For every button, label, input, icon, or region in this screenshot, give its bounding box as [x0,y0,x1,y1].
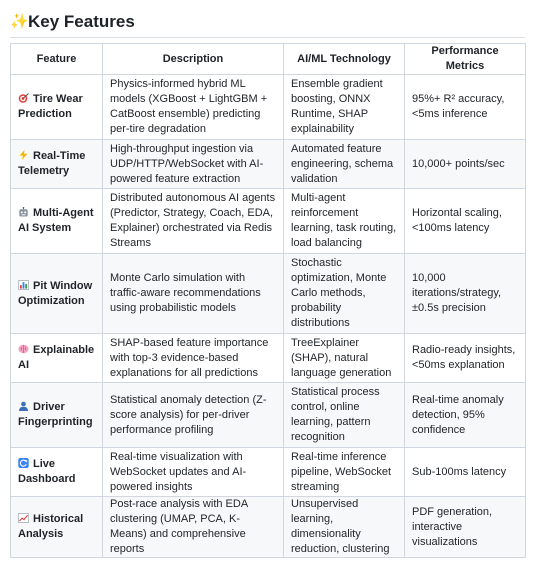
description-cell: Real-time visualization with WebSocket updates and AI-powered insights [103,448,284,497]
feature-cell [11,448,103,497]
metrics-cell: 10,000+ points/sec [405,140,526,189]
header-description: Description [103,44,284,75]
description-cell: Post-race analysis with EDA clustering (UMAP, PCA, K-Means) and comprehensive reports [103,497,284,558]
table-row [11,383,526,448]
description-cell: Monte Carlo simulation with traffic-aware recommendations using probabilistic models [103,254,284,334]
feature-cell [11,383,103,448]
feature-name: Driver Fingerprinting [18,401,93,428]
header-metrics: Performance Metrics [405,44,526,75]
bar-chart-icon [18,280,29,290]
description-cell: SHAP-based feature importance with top-3 evidence-based explanations for all predictions [103,334,284,383]
description-cell: High-throughput ingestion via UDP/HTTP/WebSocket with AI-powered feature extraction [103,140,284,189]
metrics-cell: Horizontal scaling, <100ms latency [405,189,526,254]
table-header-row [11,44,526,75]
header-technology: AI/ML Technology [284,44,405,75]
person-icon [18,401,29,411]
technology-cell: Real-time inference pipeline, WebSocket streaming [284,448,405,497]
technology-cell: Automated feature engineering, schema validation [284,140,405,189]
feature-cell [11,140,103,189]
metrics-cell: 95%+ R² accuracy, <5ms inference [405,75,526,140]
table-row [11,75,526,140]
description-cell: Distributed autonomous AI agents (Predictor, Strategy, Coach, EDA, Explainer) orchestrated via Redis Streams [103,189,284,254]
table-row [11,448,526,497]
refresh-icon [18,458,29,468]
feature-cell [11,189,103,254]
feature-name: Pit Window Optimization [18,279,93,307]
table-row [11,497,526,558]
feature-name: Historical Analysis [18,513,84,540]
target-icon [18,93,29,103]
brain-icon [18,344,29,354]
metrics-cell: Sub-100ms latency [405,448,526,497]
feature-name: Live Dashboard [18,458,76,485]
technology-cell: Stochastic optimization, Monte Carlo methods, probability distributions [284,254,405,334]
sparkles-icon: ✨ [10,12,29,30]
feature-name: Explainable AI [18,344,95,371]
feature-name: Tire Wear Prediction [18,93,83,120]
feature-cell [11,75,103,140]
header-feature: Feature [11,44,103,75]
metrics-cell: Radio-ready insights, <50ms explanation [405,334,526,383]
technology-cell: Ensemble gradient boosting, ONNX Runtime, SHAP explainability [284,75,405,140]
description-cell: Physics-informed hybrid ML models (XGBoost + LightGBM + CatBoost ensemble) predicting per-tire degradation [103,75,284,140]
table-row [11,334,526,383]
feature-cell [11,254,103,334]
feature-name: Real-Time Telemetry [18,150,86,177]
trend-chart-icon [18,513,29,523]
robot-icon [18,207,29,217]
features-table [10,43,526,558]
metrics-cell: 10,000 iterations/strategy, ±0.5s precision [405,254,526,334]
technology-cell: Unsupervised learning, dimensionality reduction, clustering [284,497,405,558]
feature-cell [11,497,103,558]
metrics-cell: PDF generation, interactive visualizations [405,497,526,558]
page-heading [10,8,525,38]
table-row [11,140,526,189]
technology-cell: Statistical process control, online learning, pattern recognition [284,383,405,448]
technology-cell: Multi-agent reinforcement learning, task routing, load balancing [284,189,405,254]
feature-name: Multi-Agent AI System [18,207,94,234]
lightning-icon [18,150,29,160]
metrics-cell: Real-time anomaly detection, 95% confidence [405,383,526,448]
description-cell: Statistical anomaly detection (Z-score analysis) for per-driver performance profiling [103,383,284,448]
feature-cell [11,334,103,383]
table-row [11,189,526,254]
technology-cell: TreeExplainer (SHAP), natural language generation [284,334,405,383]
table-row [11,254,526,334]
page-title: Key Features [28,11,135,31]
